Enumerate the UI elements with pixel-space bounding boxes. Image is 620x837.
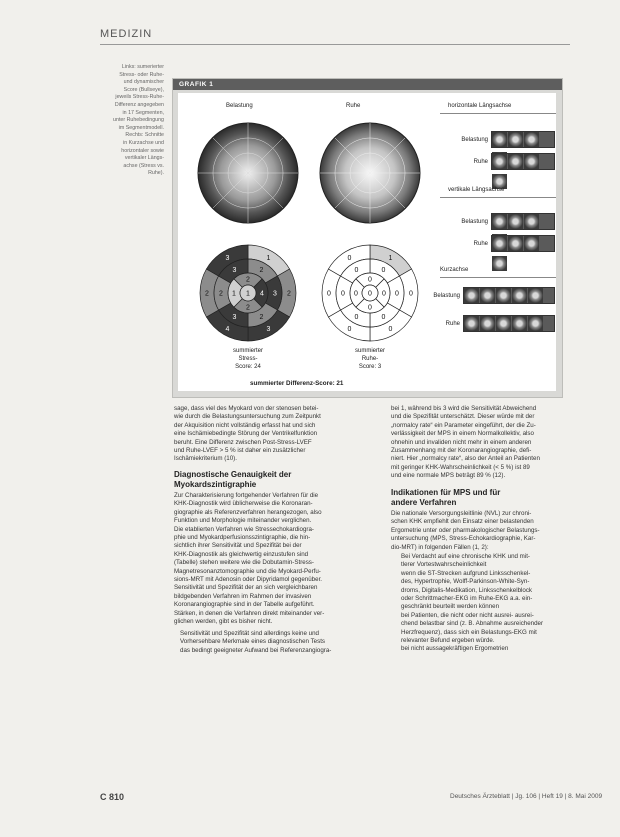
bullet-line: bei Patienten, die nicht oder nicht ausrei- ausrei- [401,611,534,619]
text-line: (Tabelle) stehen weitere wie die Dobutamin-Stress- [174,559,314,567]
horizontal-axis-heading: horizontale Längsachse [448,103,512,109]
bullseye-segment-value: 0 [354,290,358,298]
text-line: dio-MRT) in folgenden Fällen (1, 2): [391,543,489,551]
text-line: Koronarangiographie sind in der Tabelle aufgeführt. [174,601,315,609]
short-axis-heading: Kurzachse [440,267,469,273]
text-line: glichen werden, gibt es bisher nicht. [174,618,273,626]
figure-caption [98,64,164,178]
text-line: der Akquisition nicht vollständig erfasst hat und sich [174,421,316,429]
text-line: KHK-Diagnostik wird üblicherweise die Koronaran- [174,500,313,508]
bullet-line: des, Hypertrophie, Wolff-Parkinson-White-Syn- [401,578,530,586]
caption-line: Stress- oder Ruhe- [119,71,164,78]
rest-label: Ruhe [346,103,361,109]
v-rest-label: Ruhe [473,241,488,247]
bullseye-apex-value: 1 [246,290,250,298]
bullseye-segment-value: 4 [260,290,264,298]
bullseye-segment-value: 0 [382,290,386,298]
page-number: C 810 [100,792,125,802]
bullseye-segment-value: 0 [395,290,399,298]
left-paragraph-1 [174,405,364,464]
text-line: beruht. Eine Differenz zwischen Post-Stress-LVEF [174,438,312,446]
text-line: und die Spezifität unterschätzt. Dieser würde mit der [391,413,535,421]
bullseye-segment-value: 3 [232,267,237,275]
right-bullet-list [391,553,575,654]
h-rest-label: Ruhe [473,159,488,165]
vertical-axis-heading: vertikale Längsachse [448,187,505,193]
section-header: MEDIZIN [100,28,153,40]
caption-line: jeweils Stress-Ruhe- [115,94,164,101]
caption-line: in Kurzachse und [123,139,164,146]
rest-score-label: summierter Ruhe- Score: 3 [354,348,385,370]
bullet-line: tlerer Vortestwahrscheinlichkeit [401,561,487,569]
left-paragraph-2 [174,492,364,627]
text-line: phie und Myokardperfusionsszintigraphie, die hin- [174,534,311,542]
figure-panel [172,78,563,398]
bullseye-segment-value: 2 [219,290,223,298]
stress-polar-map [196,121,300,225]
caption-line: vertikaler Längs- [124,155,164,162]
bullseye-segment-value: 0 [409,290,413,298]
text-line: mit geringer KHK-Wahrscheinlichkeit (< 5 %) ist 89 [391,463,530,471]
caption-line: achse (Stress vs. [123,162,164,169]
h-rest-slices [491,153,555,170]
bullet-line: bei nicht aussagekräftigen Ergometrien [401,645,509,653]
bullseye-segment-value: 2 [259,313,264,321]
s-stress-label: Belastung [433,293,460,299]
bullseye-segment-value: 0 [388,326,393,334]
text-line: Zur Charakterisierung fortgehender Verfahren für die [174,492,319,499]
bullet-line: droms, Digitalis-Medikation, Linksschenkelblock [401,586,533,594]
bullseye-segment-value: 0 [368,276,372,284]
bullseye-segment-value: 1 [232,290,236,298]
bullet-line: relevanter Befund ergeben würde. [401,637,495,645]
difference-score: summierter Differenz-Score: 21 [250,380,344,387]
caption-line: Rechts: Schnitte [125,132,164,139]
left-paragraph-3 [174,630,364,655]
bullseye-segment-value: 2 [259,267,264,275]
caption-line: Score (Bullseye), [123,86,164,93]
caption-line: Differenz angegeben [114,101,164,108]
bullseye-segment-value: 2 [246,276,250,284]
bullseye-segment-value: 3 [225,254,230,262]
caption-line: in 17 Segmenten, [122,109,164,116]
v-rest-slices [491,235,555,252]
text-line: wie durch die Belastungsuntersuchung zum Zeitpunkt [174,413,321,421]
text-line: giographie als Referenzverfahren herangezogen, also [174,508,322,516]
stress-bullseye [198,243,298,343]
caption-line: im Segmentmodell. [118,124,164,131]
text-line: und eine normale MPS beträgt 89 % (12). [391,472,506,480]
text-line: verlässigkeit der MPS in einem Normalkollektiv, also [391,430,534,438]
text-line: sichtlich ihrer Sensitivität und Spezifität bei der [174,542,302,550]
bullseye-segment-value: 1 [388,254,393,262]
right-paragraph-1 [391,405,575,481]
text-line: Sensitivität und Spezifität sind allerdings keine und [180,630,319,637]
caption-line: und dynamischer [123,79,164,86]
bullet-line: Bei Verdacht auf eine chronische KHK und mit- [401,553,530,560]
text-line: „normalcy rate“ ein Parameter eingeführt, der die Zu- [391,421,536,429]
bullseye-segment-value: 0 [327,290,331,298]
bullseye-segment-value: 0 [347,326,352,334]
text-line: Ischämiekriterium (10). [174,455,237,463]
rest-bullseye [320,243,420,343]
s-stress-slices [463,287,555,304]
text-line: KHK-Diagnostik als gleichwertig einzustufen sind [174,550,309,558]
s-rest-label: Ruhe [445,321,460,327]
caption-line: Ruhe). [148,170,164,177]
h-stress-slices [491,131,555,148]
text-line: Ergometrie unter oder pharmakologischer Belastungs- [391,526,540,534]
s-rest-slices [463,315,555,332]
right-paragraph-2 [391,510,575,552]
text-line: sions-MRT mit Adenosin oder Dipyridamol gegenüber. [174,576,323,584]
text-line: Die nationale Versorgungsleitlinie (NVL) zur chroni- [391,510,532,517]
text-line: Stärken, in denen die Verfahren direkt miteinander ver- [174,609,325,617]
bullseye-segment-value: 3 [232,313,237,321]
caption-line: unter Ruhebedingung [113,117,164,124]
bullseye-segment-value: 2 [205,290,209,298]
bullseye-segment-value: 3 [273,290,277,298]
bullseye-segment-value: 0 [354,267,359,275]
caption-line: horizontaler sowie [121,147,164,154]
text-line: niert. Hier „normalcy rate“, also der Anteil an Patienten [391,455,540,463]
bullseye-segment-value: 2 [287,290,291,298]
text-line: Zusammenhang mit der Koronarangiographie, defi- [391,447,532,455]
left-heading: Diagnostische Genauigkeit der Myokardszintigraphie [174,470,292,489]
bullet-line: Herzfrequenz), dass sich ein Belastungs-EKG mit [401,628,537,636]
stress-score-label: summierter Stress- Score: 24 [232,348,263,370]
bullseye-segment-value: 0 [381,267,386,275]
bullseye-segment-value: 1 [266,254,271,262]
bullseye-segment-value: 2 [246,304,250,312]
text-line: Funktion und Morphologie miteinander verglichen. [174,517,312,525]
stress-label: Belastung [226,103,253,109]
bullseye-segment-value: 0 [347,254,352,262]
text-line: schen KHK empfiehlt den Einsatz einer belastenden [391,518,534,526]
h-stress-label: Belastung [461,137,488,143]
figure-content [178,93,556,391]
bullet-line: wenn die ST-Strecken aufgrund Linksschenkel- [401,569,531,577]
bullseye-segment-value: 0 [341,290,345,298]
header-rule [100,44,570,45]
bullet-line: chend belastbar sind (z. B. Abnahme ausreichender [401,620,544,628]
v-stress-slices [491,213,555,230]
text-line: bei 1, während bis 3 wird die Sensitivität Abweichend [391,405,537,412]
bullseye-segment-value: 4 [225,326,230,334]
caption-line: Links: sumerierter [121,64,164,70]
text-line: ohnehin und invaliden nicht mehr in einem anderen [391,438,532,446]
text-line: untersuchung (MPS, Stress-Echokardiographie, Kar- [391,535,536,543]
text-line: das bedingt geeigneter Aufwand bei Referenzangiogra- [180,646,332,654]
figure-title: GRAFIK 1 [173,79,562,90]
text-line: Magnetresonanztomographie und die Myokard-Perfu- [174,567,321,575]
text-line: Vorhersehbare Merkmale eines diagnostischen Tests [180,638,326,646]
text-line: sage, dass viel des Myokard von der stenosen betei- [174,405,319,412]
right-heading: Indikationen für MPS und für andere Verfahren [391,488,501,507]
bullseye-segment-value: 0 [354,313,359,321]
bullet-line: geschränkt beurteilt werden können [401,603,500,611]
bullseye-segment-value: 3 [266,326,271,334]
v-stress-label: Belastung [461,219,488,225]
bullseye-segment-value: 0 [381,313,386,321]
journal-footer: Deutsches Ärzteblatt | Jg. 106 | Heft 19 | 8. Mai 2009 [450,793,603,800]
text-line: bildgebenden Verfahren im Rahmen der invasiven [174,592,312,600]
bullseye-segment-value: 0 [368,304,372,312]
rest-polar-map [318,121,422,225]
text-line: Sensitivität und Spezifität der an sich vergleichbaren [174,584,318,592]
text-line: eine Ischämiebedingte Störung der Ventrikelfunktion [174,430,318,438]
bullseye-apex-value: 0 [368,290,372,298]
text-line: Die etablierten Verfahren wie Stressechokardiogra- [174,525,314,533]
bullet-line: oder Schrittmacher-EKG im Ruhe-EKG a.a. ein- [401,595,533,603]
text-line: und Ruhe-LVEF > 5 % ist daher ein zusätzlicher [174,447,306,455]
